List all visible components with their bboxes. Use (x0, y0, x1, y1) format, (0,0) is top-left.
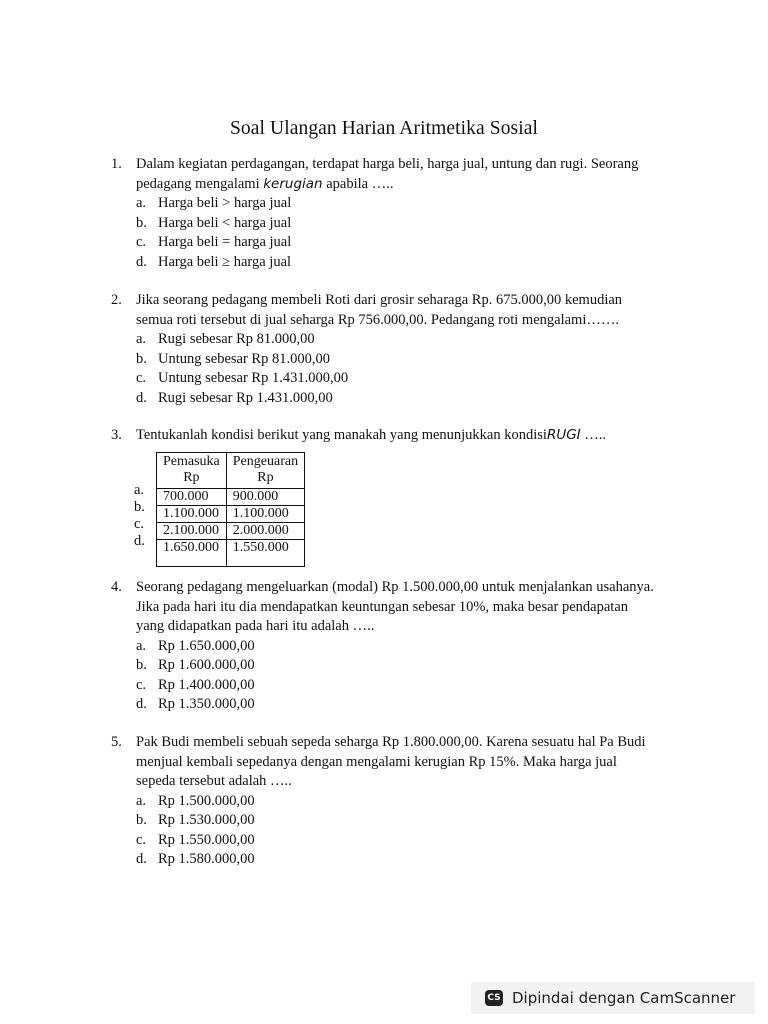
table-row: 1.650.000 1.550.000 (157, 540, 305, 567)
question-5 (111, 733, 691, 884)
question-stem: Jika seorang pedagang membeli Roti dari grosir seharaga Rp. 675.000,00 kemudian semua roti tersebut di jual seharga Rp 756.000,00. Pedangang roti mengalami……. (136, 292, 623, 328)
table-row: 1.100.000 1.100.000 (157, 506, 305, 523)
option-b: b. Rp 1.600.000,00 (136, 657, 255, 673)
camscanner-label: Dipindai dengan CamScanner (512, 989, 736, 1007)
table-header-row (157, 453, 305, 489)
option-a: a. Harga beli > harga jual (136, 195, 292, 211)
option-b: b. Harga beli < harga jual (136, 214, 292, 231)
emphasis-text: kerugian (263, 175, 323, 192)
question-stem: Tentukanlah kondisi berikut yang manakah yang menunjukkan kondisiRUGI ….. (136, 427, 607, 443)
header-pemasukan: Pemasuka Rp (157, 453, 227, 489)
camscanner-logo-icon: CS (485, 990, 503, 1006)
option-c: c. Rp 1.550.000,00 (136, 831, 255, 848)
options-list (136, 792, 691, 870)
option-d: d. Rp 1.350.000,00 (136, 696, 255, 712)
camscanner-badge (471, 982, 755, 1014)
question-stem: Pak Budi membeli sebuah sepeda seharga Rp 1.800.000,00. Karena sesuatu hal Pa Budi menjual kembali sepedanya dengan mengalami kerugian Rp 15%. Maka harga jual sepeda tersebut adalah ….. (136, 734, 646, 789)
question-1 (111, 155, 691, 287)
options-list (136, 637, 691, 715)
question-number: 2. (111, 292, 122, 308)
option-c: c. Harga beli = harga jual (136, 234, 292, 250)
question-number: 5. (111, 734, 122, 750)
option-c: c. Rp 1.400.000,00 (136, 676, 255, 693)
option-a: a. Rugi sebesar Rp 81.000,00 (136, 331, 315, 347)
question-number: 4. (111, 579, 122, 595)
row-letters: a. b. c. d. (134, 482, 145, 549)
table-row: 700.000 900.000 (157, 489, 305, 506)
table-row: 2.100.000 2.000.000 (157, 523, 305, 540)
question-stem: Seorang pedagang mengeluarkan (modal) Rp 1.500.000,00 untuk menjalankan usahanya. Jika pada hari itu dia mendapatkan keuntungan sebesar 10%, maka besar pendapatan yang didapatkan pada hari itu adalah ….. (136, 579, 654, 634)
options-list (136, 194, 691, 272)
question-stem: Dalam kegiatan perdagangan, terdapat harga beli, harga jual, untung dan rugi. Seorang pedagang mengalami kerugian apabila ….. (136, 156, 639, 192)
option-a: a. Rp 1.650.000,00 (136, 637, 255, 654)
option-b: b. Untung sebesar Rp 81.000,00 (136, 350, 330, 367)
question-number: 1. (111, 156, 122, 172)
option-d: d. Harga beli ≥ harga jual (136, 253, 292, 270)
condition-table (156, 452, 305, 567)
options-list (136, 330, 691, 408)
header-pengeluaran: Pengeuaran Rp (226, 453, 304, 489)
option-d: d. Rp 1.580.000,00 (136, 851, 255, 867)
question-2 (111, 291, 691, 423)
option-c: c. Untung sebesar Rp 1.431.000,00 (136, 370, 349, 386)
emphasis-text: RUGI (546, 427, 581, 443)
question-3 (111, 426, 691, 446)
option-d: d. Rugi sebesar Rp 1.431.000,00 (136, 389, 333, 406)
page-title: Soal Ulangan Harian Aritmetika Sosial (229, 118, 539, 139)
option-a: a. Rp 1.500.000,00 (136, 792, 255, 809)
option-b: b. Rp 1.530.000,00 (136, 812, 255, 828)
question-4 (111, 578, 691, 729)
question-number: 3. (111, 427, 122, 443)
